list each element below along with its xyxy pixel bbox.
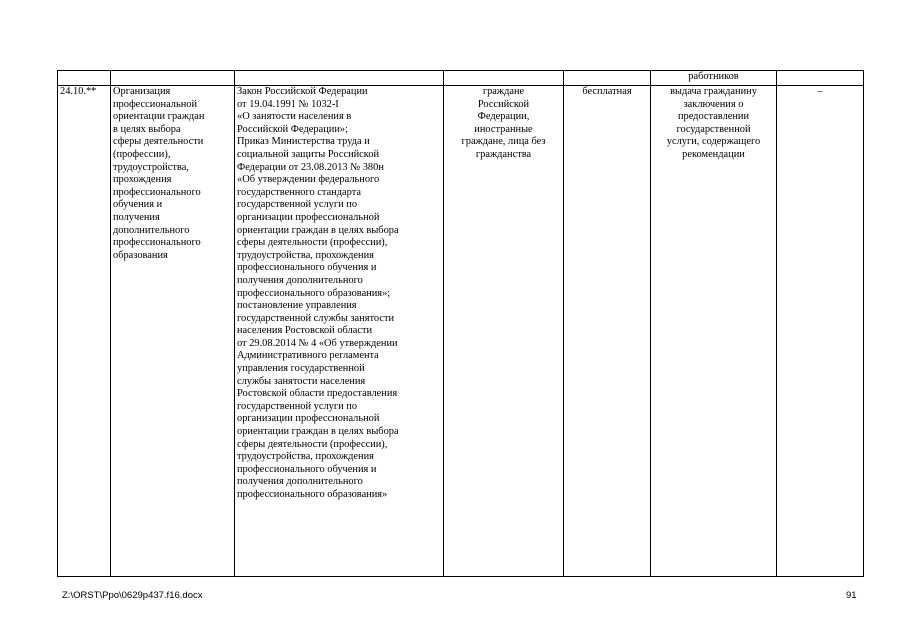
row-number: 24.10.**: [58, 86, 111, 577]
cell-result: работников: [651, 71, 777, 86]
table-row: [58, 86, 864, 577]
service-result: выдача гражданину заключения о предоставлении государственной услуги, содержащего рекомендации: [651, 86, 777, 577]
table-row-continuation: [58, 71, 864, 86]
cell-service-name: [111, 71, 235, 86]
cell-note: [777, 71, 864, 86]
page-number: 91: [846, 590, 857, 601]
recipients: граждане Российской Федерации, иностранные граждане, лица без гражданства: [444, 86, 564, 577]
services-table: [57, 70, 864, 577]
cell-legal-basis: [235, 71, 444, 86]
service-name: Организация профессиональной ориентации граждан в целях выбора сферы деятельности (профессии), трудоустройства, прохождения профессионального обучения и получения дополнительного профессионального образования: [111, 86, 235, 577]
cell-payment: [564, 71, 651, 86]
footer-file-path: Z:\ORST\Ppo\0629p437.f16.docx: [62, 590, 203, 601]
note: –: [777, 86, 864, 577]
legal-basis: Закон Российской Федерации от 19.04.1991 № 1032-I «О занятости населения в Российской Федерации»; Приказ Министерства труда и социальной защиты Российской Федерации от 23.08.2013 № 380н «Об утверждении федерального государственного стандарта государственной услуги по организации профессиональной ориентации граждан в целях выбора сферы деятельности (профессии), трудоустройства, прохождения профессионального обучения и получения дополнительного профессионального образования»; постановление управления государственной службы занятости населения Ростовской области от 29.08.2014 № 4 «Об утверждении Административного регламента управления государственной службы занятости населения Ростовской области предоставления государственной услуги по организации профессиональной ориентации граждан в целях выбора сферы деятельности (профессии), трудоустройства, прохождения профессионального обучения и получения дополнительного профессионального образования»: [235, 86, 444, 577]
cell-recipients: [444, 71, 564, 86]
cell-number: [58, 71, 111, 86]
payment-type: бесплатная: [564, 86, 651, 577]
